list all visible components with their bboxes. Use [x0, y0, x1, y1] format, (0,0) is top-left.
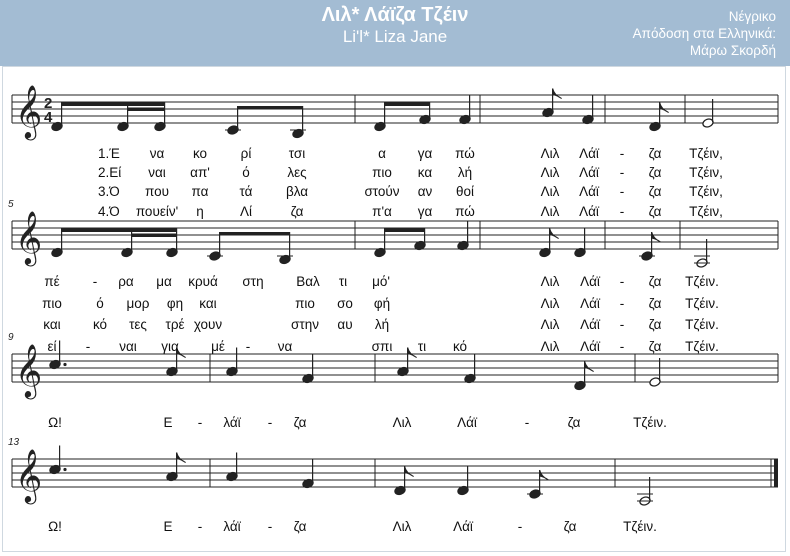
lyric-syllable: ό [242, 165, 250, 180]
note-flag [408, 348, 417, 358]
lyric-syllable: ό [96, 296, 104, 311]
lyric-syllable: Τζέιν, [689, 204, 723, 219]
lyric-syllable: φή [373, 296, 391, 311]
lyric-syllable: Λιλ [392, 519, 412, 534]
note-group [51, 222, 710, 269]
lyric-syllable: Τζέιν. [685, 339, 719, 354]
lyric-syllable: - [619, 274, 625, 289]
lyric-syllable: Βαλ [296, 274, 320, 289]
lyric-syllable: ζα [648, 146, 662, 161]
lyric-syllable: ρα [118, 274, 134, 289]
lyric-syllable: απ' [190, 165, 210, 180]
lyric-syllable: τι [338, 274, 348, 289]
note-beam [61, 229, 177, 233]
lyric-syllable: Λιλ [540, 317, 560, 332]
measure-number: 5 [8, 199, 14, 210]
lyric-syllable: κρυά [188, 274, 218, 289]
lyric-syllable: Τζέιν. [685, 317, 719, 332]
lyric-syllable: τες [129, 317, 147, 332]
treble-clef-icon: 𝄞 [15, 211, 43, 263]
note-flag [652, 232, 661, 242]
lyric-syllable: Τζέιν, [689, 165, 723, 180]
lyric-syllable: ζα [648, 339, 662, 354]
lyric-syllable: ζα [648, 296, 662, 311]
note-dot [63, 468, 66, 471]
lyric-syllable: Τζέιν. [685, 274, 719, 289]
lyric-syllable: σπι [371, 339, 393, 354]
staff-system [12, 85, 778, 140]
lyric-syllable: μό' [372, 274, 390, 289]
lyric-syllable: βλα [285, 184, 309, 199]
lyric-syllable: Λιλ [540, 146, 560, 161]
note-flag [405, 467, 414, 477]
lyric-syllable: Τζέιν. [623, 519, 657, 534]
time-signature-top: 2 [44, 95, 53, 112]
lyric-syllable: η [196, 204, 204, 219]
lyric-syllable: - [619, 317, 625, 332]
lyric-syllable: Ω! [48, 519, 62, 534]
note-flag [585, 362, 594, 372]
lyric-syllable: που [144, 184, 170, 199]
lyric-syllable: Τζέιν. [633, 415, 667, 430]
lyric-syllable: ζα [648, 274, 662, 289]
lyric-syllable: - [85, 339, 91, 354]
lyric-syllable: λες [287, 165, 307, 180]
lyric-syllable: - [197, 519, 203, 534]
lyric-syllable: - [619, 296, 625, 311]
lyric-syllable: εί [47, 339, 57, 354]
lyric-syllable: 1.Έ [98, 146, 120, 161]
lyric-syllable: τά [239, 184, 253, 199]
lyric-syllable: κό [92, 317, 108, 332]
lyric-syllable: - [524, 415, 530, 430]
lyric-syllable: Λιλ [540, 165, 560, 180]
lyric-syllable: Λιλ [540, 184, 560, 199]
measure-number: 9 [8, 332, 14, 343]
lyric-syllable: τρέ [165, 317, 185, 332]
note-beam [61, 103, 165, 107]
lyric-syllable: και [199, 296, 217, 311]
lyric-syllable: γα [417, 146, 433, 161]
lyric-syllable: ζα [648, 204, 662, 219]
lyric-syllable: μέ [211, 339, 225, 354]
lyric-syllable: ναι [148, 165, 166, 180]
lyric-syllable: Τζέιν. [685, 296, 719, 311]
note-group [51, 89, 714, 139]
lyric-syllable: Λάϊ [579, 146, 599, 161]
lyric-syllable: - [267, 519, 273, 534]
final-barline-thick [774, 459, 778, 487]
note-flag [660, 103, 669, 113]
treble-clef-icon: 𝄞 [15, 344, 43, 396]
staff-system [8, 437, 778, 504]
lyric-syllable: σο [337, 296, 353, 311]
note-flag [553, 89, 562, 99]
lyric-syllable: χουν [193, 317, 223, 332]
lyric-syllable: Λάϊ [580, 339, 600, 354]
lyric-syllable: ζα [567, 415, 581, 430]
lyric-syllable: - [92, 274, 98, 289]
lyric-syllable: Τζέιν, [689, 184, 723, 199]
note-beam [384, 229, 425, 233]
lyric-syllable: αν [417, 184, 433, 199]
lyric-syllable: λή [374, 317, 390, 332]
lyric-syllable: ναι [119, 339, 137, 354]
note-beam [131, 234, 177, 238]
song-title-english: Li'l* Liza Jane [342, 27, 448, 46]
lyric-syllable: πουείν' [135, 204, 179, 219]
lyric-syllable: Λιλ [540, 204, 560, 219]
lyric-syllable: ζα [648, 184, 662, 199]
lyric-syllable: Λάϊ [580, 296, 600, 311]
lyric-syllable: ζα [648, 165, 662, 180]
song-title-greek: Λιλ* Λάϊζα Τζέιν [321, 4, 469, 26]
staves [8, 85, 778, 504]
lyric-syllable: στη [242, 274, 264, 289]
lyric-syllable: ζα [293, 415, 307, 430]
lyric-syllable: Λάϊ [579, 204, 599, 219]
lyric-syllable: πα [191, 184, 209, 199]
note-beam [219, 232, 290, 236]
lyric-syllable: μορ [126, 296, 150, 311]
lyric-syllable: λάϊ [223, 415, 241, 430]
lyric-syllable: θοί [455, 184, 475, 199]
lyric-syllable: Ε [163, 519, 173, 534]
lyric-syllable: Λάϊ [579, 184, 599, 199]
lyric-syllable: Ε [163, 415, 173, 430]
lyric-syllable: - [619, 184, 625, 199]
adaptation-label: Απόδοση στα Ελληνικά: [632, 26, 776, 41]
lyric-syllable: - [197, 415, 203, 430]
lyric-syllable: και [43, 317, 61, 332]
lyric-syllable: λή [457, 165, 473, 180]
lyric-syllable: Λάϊ [580, 274, 600, 289]
lyric-syllable: 3.Ό [98, 184, 120, 199]
lyric-syllable: - [619, 146, 625, 161]
lyric-syllable: Λάϊ [580, 317, 600, 332]
lyric-syllable: Λιλ [540, 274, 560, 289]
lyric-syllable: 2.Εί [98, 165, 122, 180]
lyric-syllable: Λιλ [540, 296, 560, 311]
treble-clef-icon: 𝄞 [15, 85, 43, 137]
lyric-syllable: τσι [288, 146, 306, 161]
lyric-syllable: πιο [42, 296, 62, 311]
lyric-syllable: - [245, 339, 251, 354]
lyric-syllable: ζα [563, 519, 577, 534]
lyric-syllable: α [378, 146, 386, 161]
lyric-syllable: κα [417, 165, 433, 180]
time-signature-bottom: 4 [44, 109, 53, 126]
lyric-syllable: μα [156, 274, 172, 289]
note-beam [384, 103, 430, 107]
lyric-syllable: Λιλ [392, 415, 412, 430]
lyric-syllable: - [517, 519, 523, 534]
lyric-syllable: Λιλ [540, 339, 560, 354]
lyric-syllable: Λάϊ [453, 519, 473, 534]
lyric-syllable: λάϊ [223, 519, 241, 534]
lyric-syllable: Λάϊ [457, 415, 477, 430]
note-beam [237, 106, 303, 110]
treble-clef-icon: 𝄞 [15, 449, 43, 501]
lyric-syllable: κο [192, 146, 208, 161]
lyric-syllable: ζα [648, 317, 662, 332]
lyric-syllable: ρί [240, 146, 252, 161]
note-group [49, 446, 653, 507]
note-beam [127, 108, 165, 112]
lyric-syllable: Λί [239, 204, 253, 219]
lyric-syllable: φη [166, 296, 184, 311]
lyric-syllable: πιο [372, 165, 392, 180]
lyric-syllable: πιο [295, 296, 315, 311]
lyric-syllable: να [149, 146, 165, 161]
note-flag [540, 470, 549, 480]
lyric-syllable: Ω! [48, 415, 62, 430]
author-name: Μάρω Σκορδή [689, 43, 776, 58]
lyric-syllable: - [619, 165, 625, 180]
lyric-syllable: - [267, 415, 273, 430]
lyric-syllable: 4.Ό [98, 204, 120, 219]
lyric-syllable: να [277, 339, 293, 354]
lyric-syllable: για [161, 339, 179, 354]
lyrics [42, 146, 723, 534]
lyric-syllable: πώ [455, 146, 475, 161]
lyric-syllable: - [619, 204, 625, 219]
lyric-syllable: πώ [455, 204, 475, 219]
note-dot [63, 363, 66, 366]
lyric-syllable: στούν [364, 184, 400, 199]
lyric-syllable: π'α [372, 204, 392, 219]
lyric-syllable: ζα [293, 519, 307, 534]
origin-label: Νέγρικο [728, 9, 776, 24]
note-flag [177, 453, 186, 463]
lyric-syllable: - [619, 339, 625, 354]
lyric-syllable: τι [417, 339, 427, 354]
lyric-syllable: γα [417, 204, 433, 219]
measure-number: 13 [8, 437, 20, 448]
note-flag [550, 229, 559, 239]
lyric-syllable: κό [452, 339, 468, 354]
note-group [49, 341, 661, 391]
lyric-syllable: αυ [337, 317, 353, 332]
lyric-syllable: στην [291, 317, 319, 332]
lyric-syllable: Λάϊ [579, 165, 599, 180]
lyric-syllable: πέ [44, 274, 60, 289]
lyric-syllable: Τζέιν, [689, 146, 723, 161]
lyric-syllable: ζα [290, 204, 304, 219]
